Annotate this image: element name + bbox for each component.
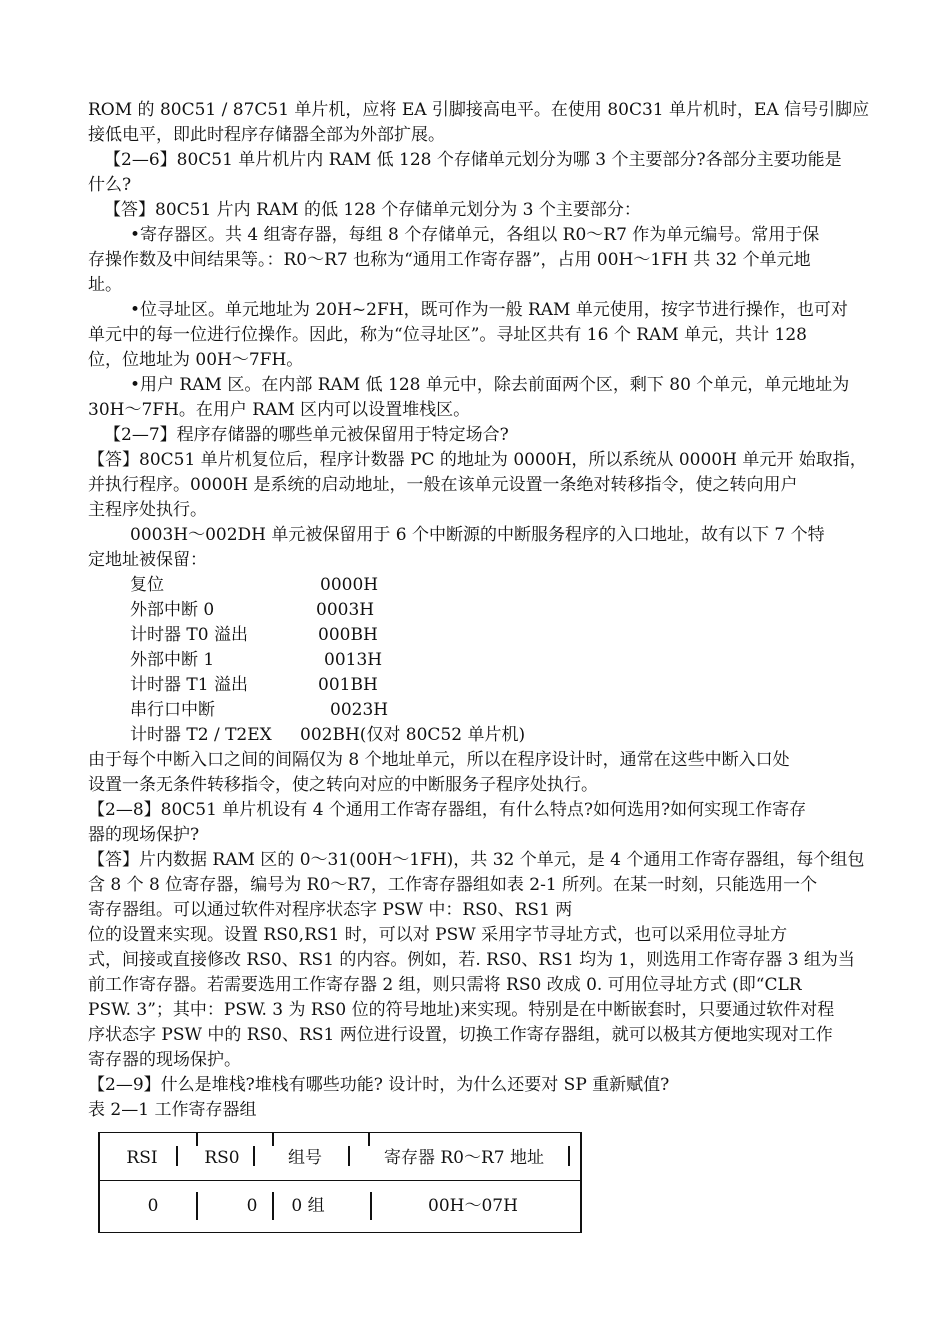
table-divider bbox=[253, 1146, 255, 1166]
table-divider bbox=[196, 1192, 198, 1220]
paragraph-line: 30H～7FH。在用户 RAM 区内可以设置堆栈区。 bbox=[88, 400, 471, 420]
cell-rsi: 0 bbox=[147, 1196, 159, 1216]
answer-line: 【答】片内数据 RAM 区的 0～31(00H～1FH)，共 32 个单元，是 4 个通用工作寄存器组，每个组包 bbox=[88, 850, 865, 870]
cell-group: 0 组 bbox=[291, 1196, 325, 1216]
paragraph-line: 0003H～002DH 单元被保留用于 6 个中断源的中断服务程序的入口地址，故有以下 7 个特 bbox=[130, 525, 825, 545]
table-divider bbox=[348, 1146, 350, 1166]
table-border bbox=[580, 1132, 582, 1232]
paragraph-line: 定地址被保留： bbox=[88, 550, 207, 570]
paragraph-line: 器的现场保护? bbox=[88, 825, 200, 845]
vector-address: 001BH bbox=[318, 675, 378, 695]
paragraph-line: 寄存器组。可以通过软件对程序状态字 PSW 中：RS0、RS1 两 bbox=[88, 900, 573, 920]
bullet-bit-address-area: •位寻址区。单元地址为 20H~2FH，既可作为一般 RAM 单元使用，按字节进行操作，也可对 bbox=[130, 300, 848, 320]
vector-address: 0000H bbox=[320, 575, 379, 595]
paragraph-line: 设置一条无条件转移指令，使之转向对应的中断服务子程序处执行。 bbox=[88, 775, 598, 795]
answer-line: 【答】80C51 单片机复位后，程序计数器 PC 的地址为 0000H，所以系统从 0000H 单元开 始取指， bbox=[88, 450, 867, 470]
table-divider bbox=[272, 1192, 274, 1220]
cell-address: 00H～07H bbox=[428, 1196, 518, 1216]
vector-name: 外部中断 1 bbox=[130, 650, 215, 670]
table-border bbox=[98, 1132, 100, 1232]
table-divider bbox=[370, 1192, 372, 1220]
paragraph-line: 主程序处执行。 bbox=[88, 500, 207, 520]
register-group-table bbox=[98, 1128, 582, 1240]
table-divider bbox=[272, 1132, 274, 1146]
paragraph-line: PSW. 3”；其中：PSW. 3 为 RS0 位的符号地址)来实现。特别是在中断嵌套时，只要通过软件对程 bbox=[88, 1000, 835, 1020]
question-2-8: 【2—8】80C51 单片机设有 4 个通用工作寄存器组，有什么特点?如何选用?如何实现工作寄存 bbox=[88, 800, 807, 820]
paragraph-line: 址。 bbox=[88, 275, 122, 295]
vector-address: 0003H bbox=[316, 600, 375, 620]
paragraph-line: 什么? bbox=[88, 175, 132, 195]
vector-name: 计时器 T0 溢出 bbox=[130, 625, 248, 645]
table-divider bbox=[568, 1146, 570, 1166]
paragraph-line: 单元中的每一位进行位操作。因此，称为“位寻址区”。寻址区共有 16 个 RAM 单元，共计 128 bbox=[88, 325, 807, 345]
cell-rs0: 0 bbox=[246, 1196, 258, 1216]
vector-name: 外部中断 0 bbox=[130, 600, 215, 620]
table-rule bbox=[98, 1180, 582, 1181]
answer-heading: 【答】80C51 片内 RAM 的低 128 个存储单元划分为 3 个主要部分： bbox=[104, 200, 641, 220]
paragraph-line: 由于每个中断入口之间的间隔仅为 8 个地址单元，所以在程序设计时，通常在这些中断入口处 bbox=[88, 750, 790, 770]
paragraph-line: 寄存器的现场保护。 bbox=[88, 1050, 241, 1070]
paragraph-line: 接低电平，即此时程序存储器全部为外部扩展。 bbox=[88, 125, 445, 145]
vector-address: 000BH bbox=[318, 625, 378, 645]
table-divider bbox=[368, 1132, 370, 1146]
bullet-user-ram-area: •用户 RAM 区。在内部 RAM 低 128 单元中，除去前面两个区，剩下 80 个单元，单元地址为 bbox=[130, 375, 850, 395]
table-rule bbox=[98, 1132, 582, 1133]
vector-address: 0023H bbox=[330, 700, 389, 720]
paragraph-line: 式，间接或直接修改 RS0、RS1 的内容。例如，若. RS0、RS1 均为 1，则选用工作寄存器 3 组为当 bbox=[88, 950, 855, 970]
table-caption: 表 2—1 工作寄存器组 bbox=[88, 1100, 257, 1120]
header-group: 组号 bbox=[288, 1148, 322, 1168]
table-divider bbox=[196, 1132, 198, 1146]
vector-address: 002BH(仅对 80C52 单片机) bbox=[300, 725, 526, 745]
paragraph-line: 存操作数及中间结果等。：R0～R7 也称为“通用工作寄存器”，占用 00H～1FH 共 32 个单元地 bbox=[88, 250, 811, 270]
bullet-register-area: •寄存器区。共 4 组寄存器，每组 8 个存储单元，各组以 R0～R7 作为单元编号。常用于保 bbox=[130, 225, 820, 245]
paragraph-line: ROM 的 80C51 / 87C51 单片机，应将 EA 引脚接高电平。在使用 80C31 单片机时，EA 信号引脚应 bbox=[88, 100, 870, 120]
vector-address: 0013H bbox=[324, 650, 383, 670]
question-2-7: 【2—7】程序存储器的哪些单元被保留用于特定场合? bbox=[104, 425, 509, 445]
question-2-6: 【2—6】80C51 单片机片内 RAM 低 128 个存储单元划分为哪 3 个主要部分?各部分主要功能是 bbox=[104, 150, 842, 170]
paragraph-line: 前工作寄存器。若需要选用工作寄存器 2 组，则只需将 RS0 改成 0. 可用位寻址方式 (即“CLR bbox=[88, 975, 802, 995]
paragraph-line: 位的设置来实现。设置 RS0,RS1 时，可以对 PSW 采用字节寻址方式，也可以采用位寻址方 bbox=[88, 925, 788, 945]
paragraph-line: 位，位地址为 00H～7FH。 bbox=[88, 350, 304, 370]
vector-name: 计时器 T2 / T2EX bbox=[130, 725, 272, 745]
vector-name: 计时器 T1 溢出 bbox=[130, 675, 248, 695]
header-rsi: RSI bbox=[126, 1148, 158, 1168]
vector-name: 串行口中断 bbox=[130, 700, 215, 720]
paragraph-line: 含 8 个 8 位寄存器，编号为 R0～R7，工作寄存器组如表 2-1 所列。在某一时刻，只能选用一个 bbox=[88, 875, 818, 895]
paragraph-line: 并执行程序。0000H 是系统的启动地址，一般在该单元设置一条绝对转移指令，使之转向用户 bbox=[88, 475, 798, 495]
vector-name: 复位 bbox=[130, 575, 164, 595]
table-divider bbox=[176, 1146, 178, 1166]
question-2-9: 【2—9】什么是堆栈?堆栈有哪些功能? 设计时，为什么还要对 SP 重新赋值? bbox=[88, 1075, 670, 1095]
paragraph-line: 序状态字 PSW 中的 RS0、RS1 两位进行设置，切换工作寄存器组，就可以极其方便地实现对工作 bbox=[88, 1025, 833, 1045]
header-address: 寄存器 R0～R7 地址 bbox=[383, 1148, 545, 1168]
header-rs0: RS0 bbox=[204, 1148, 240, 1168]
table-rule bbox=[98, 1232, 582, 1233]
